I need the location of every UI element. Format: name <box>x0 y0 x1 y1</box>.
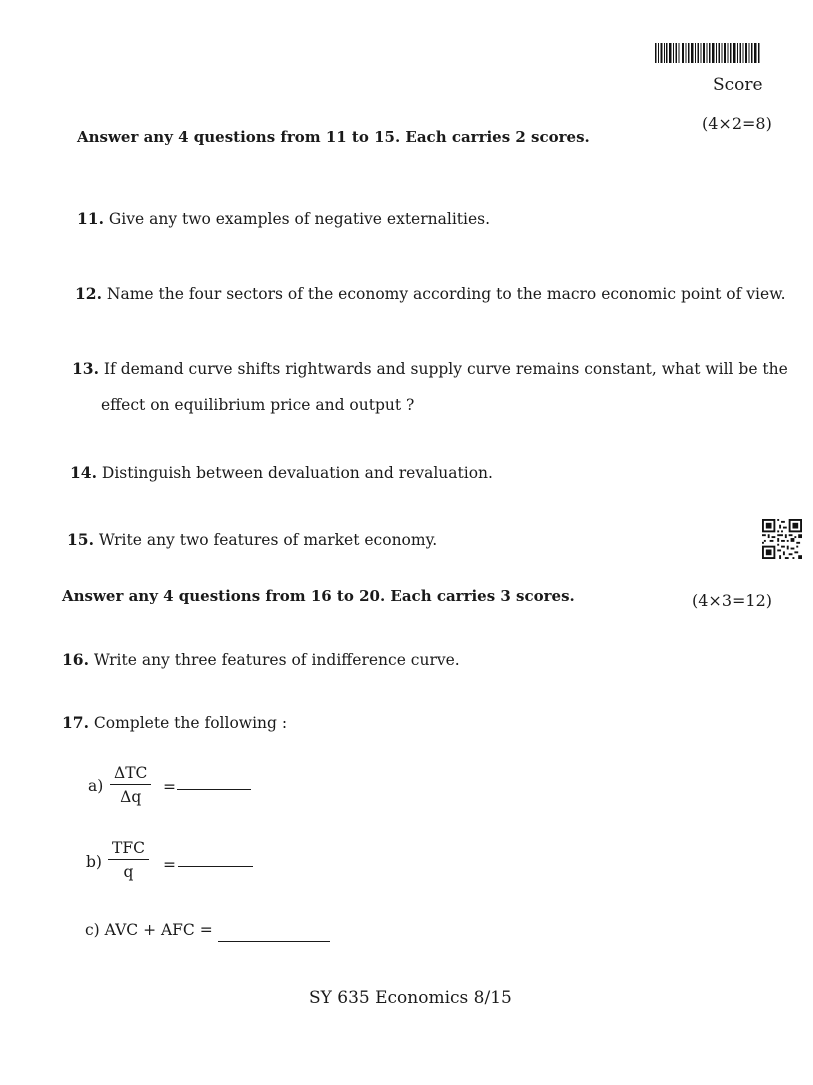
barcode-image <box>655 43 760 63</box>
numerator: ΔTC <box>114 764 148 782</box>
question-text: Complete the following : <box>93 714 288 732</box>
question-number: 13. <box>72 359 99 378</box>
score-label: Score <box>713 75 763 95</box>
question-text: Give any two examples of negative externalities. <box>108 210 491 228</box>
numerator: TFC <box>112 839 145 857</box>
answer-blank <box>178 866 253 867</box>
part-a-label: a) <box>88 777 104 795</box>
question-number: 11. <box>77 209 104 228</box>
section-2-marks: (4×3=12) <box>692 591 773 610</box>
question-text: Distinguish between devaluation and revaluation. <box>101 464 493 482</box>
question-number: 12. <box>75 284 102 303</box>
question-text: Write any three features of indifference curve. <box>93 651 460 669</box>
question-13 <box>72 359 788 378</box>
denominator: Δq <box>120 788 142 806</box>
question-number: 15. <box>67 530 94 549</box>
denominator: q <box>123 863 134 881</box>
question-text: Write any two features of market economy. <box>98 531 438 549</box>
question-14 <box>70 463 493 482</box>
fraction-b <box>108 839 149 881</box>
question-15 <box>67 530 437 549</box>
fraction-a <box>110 764 151 806</box>
question-number: 16. <box>62 650 89 669</box>
section-1-marks: (4×2=8) <box>702 114 772 133</box>
question-text: Name the four sectors of the economy according to the macro economic point of view. <box>106 285 786 303</box>
part-b-label: b) <box>86 853 102 871</box>
part-c-label: c) <box>85 921 100 939</box>
question-11 <box>77 209 490 228</box>
answer-blank <box>218 941 330 942</box>
equals-sign: = <box>163 856 176 874</box>
question-text: If demand curve shifts rightwards and supply curve remains constant, what will be the <box>103 360 788 378</box>
section-2-instruction: Answer any 4 questions from 16 to 20. Each carries 3 scores. <box>62 587 575 605</box>
question-number: 17. <box>62 713 89 732</box>
question-16 <box>62 650 460 669</box>
page-footer: SY 635 Economics 8/15 <box>309 988 512 1008</box>
qr-code-image <box>762 519 802 559</box>
question-13-continued: effect on equilibrium price and output ? <box>101 396 415 414</box>
question-number: 14. <box>70 463 97 482</box>
question-12 <box>75 284 786 303</box>
part-c-expression: AVC + AFC = <box>104 921 213 939</box>
section-1-instruction: Answer any 4 questions from 11 to 15. Each carries 2 scores. <box>77 128 590 146</box>
answer-blank <box>177 789 251 790</box>
question-17 <box>62 713 287 732</box>
part-c <box>85 921 213 939</box>
equals-sign: = <box>163 778 176 796</box>
